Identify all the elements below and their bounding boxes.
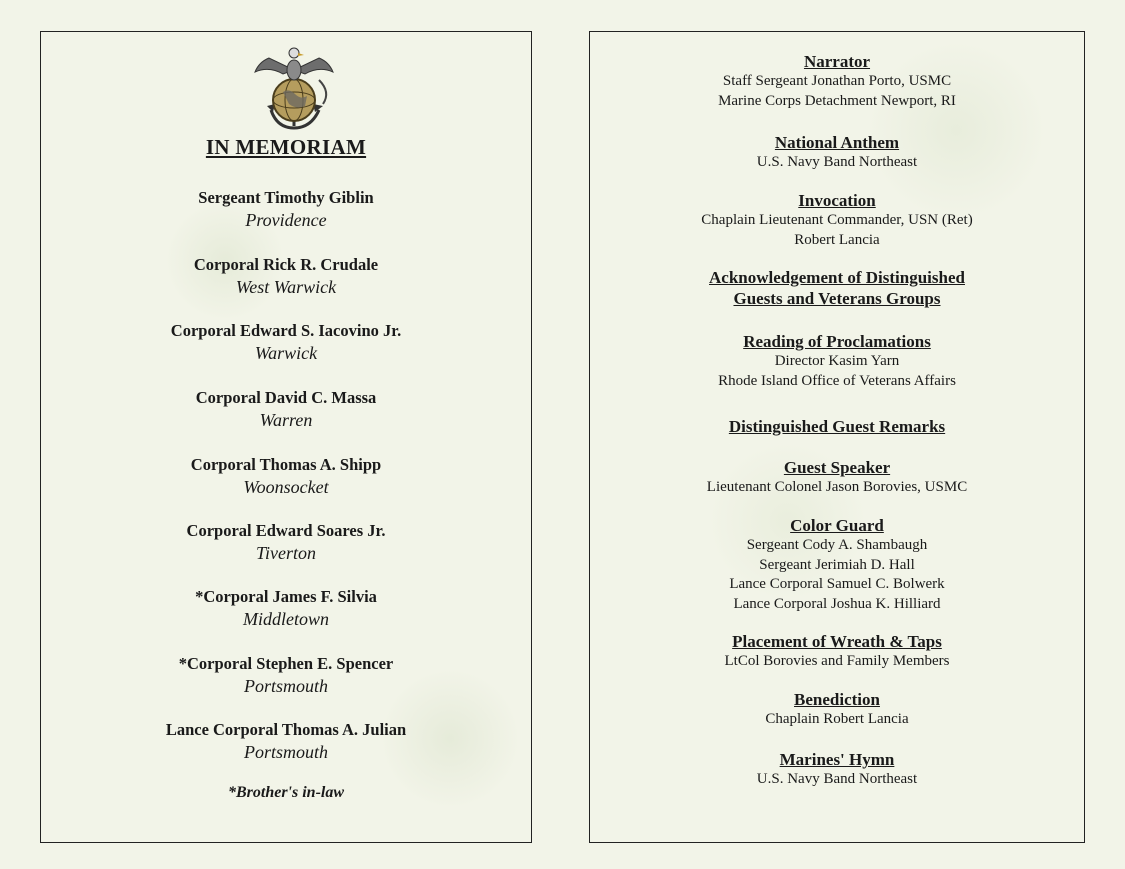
program-heading: Distinguished Guest Remarks [728,417,946,436]
honoree-town: Portsmouth [243,676,328,696]
program-heading: Narrator [803,52,871,71]
honoree [41,387,531,431]
memoriam-title: IN MEMORIAM [205,135,367,159]
program-line: Director Kasim Yarn [774,353,900,369]
program-item-marines-hymn [590,749,1084,790]
honoree-name: *Corporal Stephen E. Spencer [178,654,394,673]
honoree-name: Corporal Edward S. Iacovino Jr. [170,321,402,340]
program-heading: Guests and Veterans Groups [733,289,941,308]
program-line: Lieutenant Colonel Jason Borovies, USMC [706,479,968,495]
program-line: Chaplain Lieutenant Commander, USN (Ret) [701,212,973,228]
program-heading: Color Guard [790,516,884,535]
program-item-guest-speaker [590,457,1084,498]
honoree-town: Portsmouth [243,742,328,762]
program-item-invocation [590,190,1084,250]
honoree [41,187,531,231]
program-line: Lance Corporal Samuel C. Bolwerk [729,576,945,592]
honoree-town: Middletown [243,609,329,629]
program-line: Sergeant Jerimiah D. Hall [759,556,915,573]
honoree [41,719,531,763]
honoree-name: Corporal Thomas A. Shipp [190,455,382,474]
honoree-name: Corporal Rick R. Crudale [193,255,379,274]
honoree [41,454,531,498]
program-heading: National Anthem [774,133,900,152]
program-item-wreath-taps [590,631,1084,672]
program-item-guest-remarks [590,416,1084,437]
honoree-town: West Warwick [235,277,337,297]
program-heading: Invocation [798,191,876,210]
honoree-town: Tiverton [255,543,316,563]
honoree-town: Warwick [254,343,318,363]
program-heading: Marines' Hymn [779,750,895,769]
program-item-proclamations [590,331,1084,391]
eagle-globe-anchor-icon [249,40,339,132]
footnote: *Brother's in-law [227,784,345,801]
honoree-name: Sergeant Timothy Giblin [198,188,374,207]
program-line: Robert Lancia [794,231,880,248]
program-line: Staff Sergeant Jonathan Porto, USMC [722,73,952,89]
program-heading: Placement of Wreath & Taps [732,632,942,651]
program-heading: Reading of Proclamations [743,332,931,351]
honoree [41,254,531,298]
honoree-name: Corporal Edward Soares Jr. [186,521,386,540]
honoree [41,586,531,630]
program-item-narrator [590,51,1084,111]
honoree-town: Providence [245,210,327,230]
program-item-acknowledgement [590,267,1084,309]
honoree-name: Lance Corporal Thomas A. Julian [165,720,407,739]
program-heading: Acknowledgement of Distinguished [709,268,965,287]
honoree [41,320,531,364]
program-line: U.S. Navy Band Northeast [756,154,918,170]
honoree-name: Corporal David C. Massa [195,388,377,407]
program-item-color-guard [590,515,1084,614]
program-heading: Guest Speaker [783,458,891,477]
honoree-town: Warren [259,410,313,430]
program-item-national-anthem [590,132,1084,173]
program-line: LtCol Borovies and Family Members [724,653,950,669]
program-line: Lance Corporal Joshua K. Hilliard [733,595,941,612]
honoree-town: Woonsocket [243,477,329,497]
program-heading: Benediction [794,690,880,709]
program-line: Sergeant Cody A. Shambaugh [746,537,928,553]
memoriam-panel [40,31,532,843]
program-item-benediction [590,689,1084,730]
honoree-name: *Corporal James F. Silvia [195,587,377,606]
program-panel [589,31,1085,843]
program-line: Chaplain Robert Lancia [765,711,909,727]
program-line: Rhode Island Office of Veterans Affairs [718,372,956,389]
honoree [41,653,531,697]
program-line: U.S. Navy Band Northeast [756,771,918,787]
honoree [41,520,531,564]
program-line: Marine Corps Detachment Newport, RI [718,92,956,109]
